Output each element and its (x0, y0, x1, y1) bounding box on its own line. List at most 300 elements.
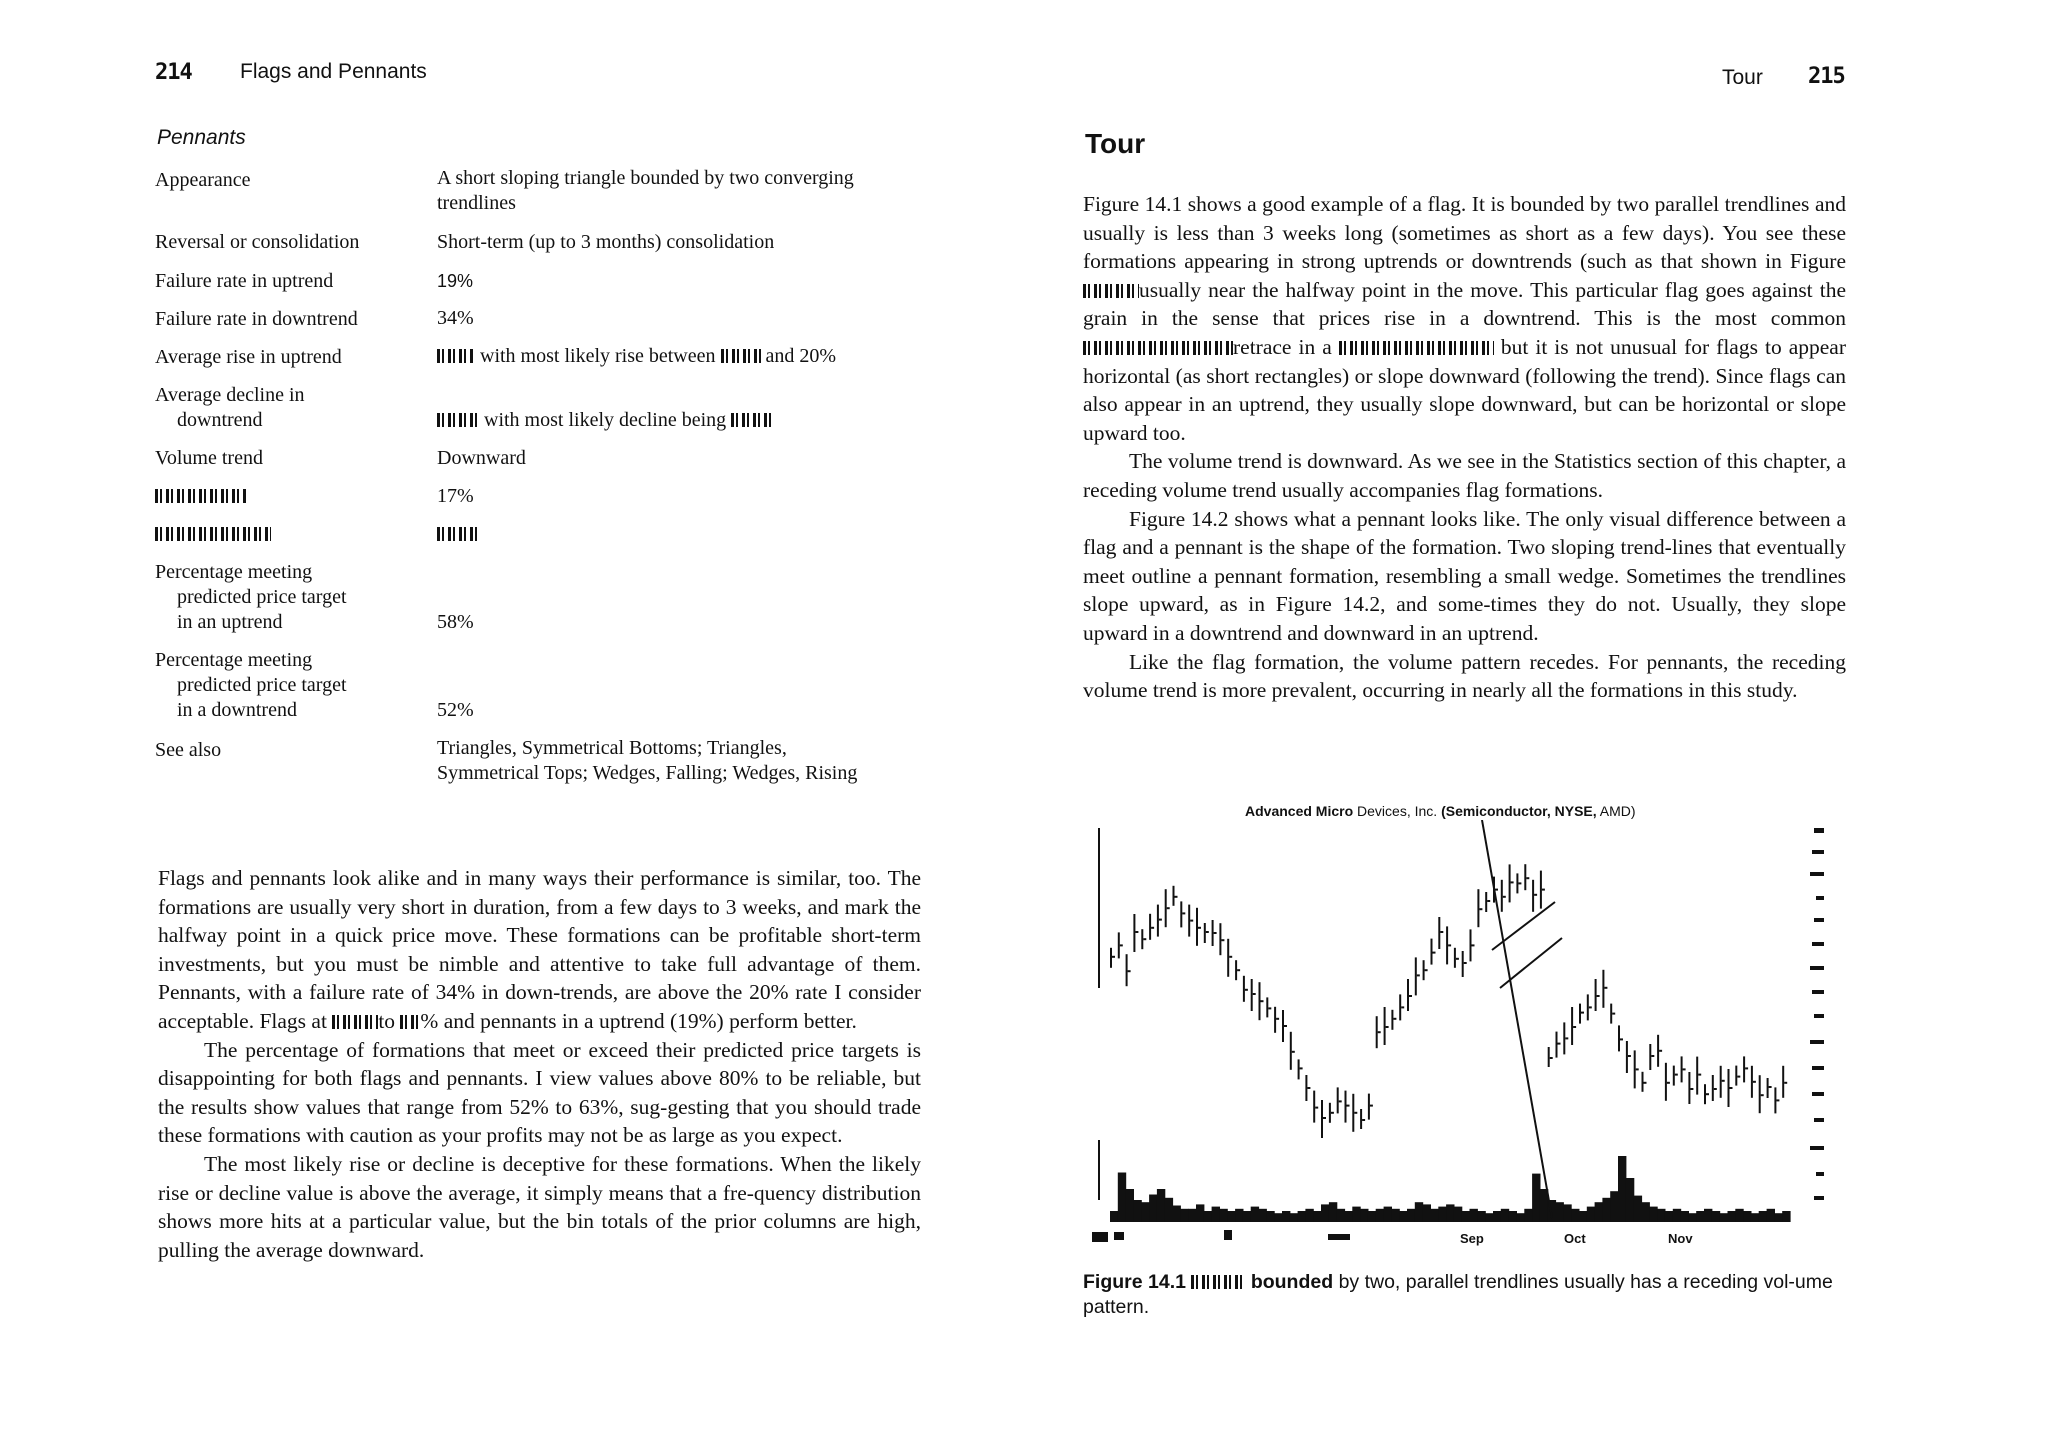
price-bar (1477, 889, 1479, 927)
price-close-tick (1237, 969, 1240, 971)
price-bar (1735, 1066, 1737, 1086)
volume-bar (1345, 1211, 1353, 1222)
price-close-tick (1745, 1067, 1748, 1069)
table-value: Triangles, Symmetrical Bottoms; Triangles, Symmetrical Tops; Wedges, Falling; Wedges, Rising (437, 737, 858, 784)
price-bar (1259, 982, 1261, 1020)
volume-bar (1391, 1209, 1399, 1222)
price-close-tick (1261, 1000, 1264, 1002)
volume-bar (1384, 1207, 1392, 1222)
table-label-cont: predicted price target (177, 674, 347, 696)
price-bar (1219, 923, 1221, 955)
price-close-tick (1573, 1026, 1576, 1028)
price-bar (1227, 939, 1229, 977)
table-label-multiline (155, 383, 425, 433)
table-label-illegible (155, 522, 425, 547)
illegible-glyph (155, 489, 247, 503)
price-bar (1313, 1091, 1315, 1123)
price-bar (1728, 1069, 1730, 1107)
volume-bar (1188, 1209, 1196, 1222)
volume-bar (1743, 1211, 1751, 1222)
price-bar (1524, 864, 1526, 890)
price-bar (1133, 914, 1135, 952)
price-bar (1501, 880, 1503, 912)
figure-title-part: AMD) (1599, 803, 1636, 819)
axis-tick-mark (1814, 1118, 1824, 1122)
volume-bar (1274, 1213, 1282, 1222)
table-value: Short-term (up to 3 months) consolidation (437, 231, 775, 253)
paragraph (1083, 190, 1846, 447)
price-close-tick (1167, 907, 1170, 909)
illegible-glyph (721, 349, 761, 363)
section-title-pennants: Pennants (157, 126, 246, 149)
volume-bar (1243, 1211, 1251, 1222)
volume-bar (1556, 1202, 1564, 1222)
price-close-tick (1456, 958, 1459, 960)
price-bar (1298, 1059, 1300, 1079)
volume-bar (1423, 1204, 1431, 1222)
volume-bar (1696, 1211, 1704, 1222)
right-page-number: 215 (1808, 64, 1845, 89)
caption-bold: bounded (1250, 1271, 1334, 1293)
volume-bar (1712, 1211, 1720, 1222)
price-bar (1352, 1094, 1354, 1132)
volume-bar (1399, 1211, 1407, 1222)
volume-bar (1665, 1211, 1673, 1222)
price-close-tick (1331, 1112, 1334, 1114)
paragraph: The most likely rise or decline is deceptive for these formations. When the likely rise or decline value is above the average, it simply means that a fre-quency distribution shows more hits at a particular value, but the bin totals of the prior columns are high, pulling the average downward. (158, 1151, 921, 1262)
volume-bar (1227, 1211, 1235, 1222)
price-close-tick (1175, 896, 1178, 898)
price-close-tick (1440, 931, 1443, 933)
volume-bar (1563, 1204, 1571, 1222)
price-bar (1556, 1032, 1558, 1058)
price-bar (1509, 864, 1511, 902)
price-close-tick (1659, 1050, 1662, 1052)
price-close-tick (1339, 1100, 1342, 1102)
price-bar (1720, 1066, 1722, 1098)
volume-bar (1462, 1211, 1470, 1222)
price-close-tick (1683, 1068, 1686, 1070)
price-bar (1399, 994, 1401, 1020)
volume-bar (1321, 1204, 1329, 1222)
volume-bar (1141, 1202, 1149, 1222)
price-close-tick (1417, 974, 1420, 976)
price-close-tick (1698, 1074, 1701, 1076)
price-close-tick (1315, 1107, 1318, 1109)
paragraph-text: retrace in a (1233, 334, 1332, 359)
volume-bar (1501, 1209, 1509, 1222)
table-label-cont: in an uptrend (177, 611, 283, 633)
axis-tick-mark (1810, 872, 1824, 876)
volume-series (1110, 1156, 1791, 1222)
illegible-glyph (437, 527, 477, 541)
price-close-tick (1425, 969, 1428, 971)
volume-bar (1337, 1209, 1345, 1222)
price-bar (1470, 929, 1472, 961)
illegible-glyph (155, 527, 271, 541)
volume-bar (1157, 1189, 1165, 1222)
price-bar (1618, 1025, 1620, 1051)
right-axis-labels (1810, 828, 1824, 1200)
table-value: 34% (437, 307, 474, 329)
volume-bar (1251, 1207, 1259, 1222)
table-value-row (437, 344, 917, 369)
volume-bar (1305, 1209, 1313, 1222)
price-bar (1712, 1075, 1714, 1101)
price-bar (1305, 1075, 1307, 1101)
price-close-tick (1667, 1082, 1670, 1084)
price-series (1110, 864, 1787, 1138)
volume-bar (1626, 1178, 1634, 1222)
illegible-glyph (1083, 341, 1233, 355)
price-close-tick (1120, 944, 1123, 946)
price-close-tick (1362, 1119, 1365, 1121)
figure-title-part: (Semiconductor, NYSE, (1441, 803, 1597, 819)
price-close-tick (1307, 1087, 1310, 1089)
volume-bar (1516, 1213, 1524, 1222)
caption-text: by two, parallel trendlines usually has a receding vol-ume pattern. (1083, 1271, 1833, 1318)
volume-bar (1657, 1209, 1665, 1222)
illegible-glyph (332, 1015, 378, 1029)
axis-tick-mark (1814, 918, 1824, 922)
price-close-tick (1433, 952, 1436, 954)
illegible-glyph (1083, 284, 1139, 298)
x-axis-glitch (1224, 1230, 1232, 1240)
price-bar (1516, 873, 1518, 893)
volume-bar (1235, 1209, 1243, 1222)
price-close-tick (1159, 919, 1162, 921)
volume-bar (1118, 1173, 1126, 1223)
price-close-tick (1448, 944, 1451, 946)
price-bar (1173, 886, 1175, 906)
volume-bar (1681, 1211, 1689, 1222)
illegible-glyph (437, 349, 475, 363)
paragraph-text: usually near the halfway point in the move. This particular flag goes against the grain in the sense that prices rise in a downtrend. This is the most common (1083, 277, 1846, 331)
axis-tick-mark (1812, 850, 1824, 854)
volume-bar (1376, 1209, 1384, 1222)
price-bar (1446, 926, 1448, 964)
price-close-tick (1206, 931, 1209, 933)
left-body-text (158, 864, 921, 1264)
volume-bar (1720, 1213, 1728, 1222)
volume-bar (1470, 1209, 1478, 1222)
price-close-tick (1378, 1031, 1381, 1033)
price-close-tick (1229, 956, 1232, 958)
table-value: 52% (437, 699, 474, 721)
price-close-tick (1706, 1093, 1709, 1095)
table-label: Percentage meeting (155, 561, 313, 583)
axis-tick-mark (1814, 1196, 1824, 1200)
price-bar (1704, 1084, 1706, 1104)
volume-bar (1415, 1202, 1423, 1222)
volume-bar (1431, 1209, 1439, 1222)
volume-bar (1642, 1202, 1650, 1222)
price-bar (1587, 994, 1589, 1020)
price-close-tick (1143, 938, 1146, 940)
price-bar (1681, 1056, 1683, 1082)
price-bar (1634, 1050, 1636, 1088)
price-close-tick (1581, 1012, 1584, 1014)
table-label: Percentage meeting (155, 649, 313, 671)
price-bar (1329, 1103, 1331, 1123)
x-tick-nov: Nov (1668, 1231, 1693, 1246)
volume-bar (1454, 1207, 1462, 1222)
price-bar (1188, 905, 1190, 937)
price-bar (1204, 923, 1206, 943)
paragraph-text: to (378, 1008, 396, 1033)
table-label: Appearance (155, 169, 251, 191)
price-bar (1212, 920, 1214, 946)
price-bar (1243, 976, 1245, 1002)
price-bar (1118, 932, 1120, 958)
table-label: Failure rate in downtrend (155, 308, 358, 330)
price-bar (1548, 1047, 1550, 1067)
volume-bar (1352, 1207, 1360, 1222)
price-close-tick (1370, 1105, 1373, 1107)
price-close-tick (1300, 1067, 1303, 1069)
price-bar (1610, 1004, 1612, 1024)
x-tick-oct: Oct (1564, 1231, 1586, 1246)
price-bar (1157, 905, 1159, 937)
volume-bar (1751, 1213, 1759, 1222)
price-bar (1376, 1016, 1378, 1048)
price-bar (1360, 1109, 1362, 1129)
x-axis (1092, 1230, 1693, 1246)
price-bar (1595, 979, 1597, 1011)
axis-tick-mark (1812, 990, 1824, 994)
price-close-tick (1620, 1038, 1623, 1040)
price-close-tick (1472, 944, 1475, 946)
volume-bar (1571, 1209, 1579, 1222)
table-label: Average rise in uptrend (155, 346, 342, 368)
axis-tick-mark (1816, 1172, 1824, 1176)
volume-bar (1313, 1211, 1321, 1222)
price-bar (1485, 892, 1487, 912)
volume-bar (1618, 1156, 1626, 1222)
illegible-glyph (400, 1015, 420, 1029)
price-close-tick (1112, 956, 1115, 958)
price-bar (1751, 1066, 1753, 1098)
axis-tick-mark (1810, 1146, 1824, 1150)
price-close-tick (1526, 877, 1529, 879)
table-value: Downward (437, 447, 526, 469)
price-bar (1540, 871, 1542, 909)
price-bar (1391, 1010, 1393, 1030)
x-axis-glitch (1328, 1234, 1350, 1240)
volume-bar (1196, 1204, 1204, 1222)
volume-bar (1204, 1211, 1212, 1222)
price-close-tick (1479, 908, 1482, 910)
right-body-text (1083, 190, 1846, 705)
volume-bar (1173, 1206, 1181, 1223)
volume-bar (1587, 1207, 1595, 1222)
price-bar (1368, 1094, 1370, 1120)
left-running-head: Flags and Pennants (240, 60, 427, 83)
figure-14-1-chart (1090, 820, 1840, 1250)
price-close-tick (1268, 1007, 1271, 1009)
price-close-tick (1589, 1006, 1592, 1008)
price-close-tick (1128, 970, 1131, 972)
price-bar (1149, 914, 1151, 940)
axis-tick-mark (1816, 896, 1824, 900)
price-close-tick (1221, 939, 1224, 941)
price-close-tick (1214, 932, 1217, 934)
volume-bar (1126, 1189, 1134, 1222)
volume-bar (1259, 1209, 1267, 1222)
table-label-illegible (155, 484, 425, 509)
price-bar (1282, 1010, 1284, 1042)
volume-bar (1735, 1209, 1743, 1222)
price-close-tick (1737, 1076, 1740, 1078)
price-bar (1649, 1044, 1651, 1070)
volume-bar (1595, 1202, 1603, 1222)
volume-bar (1110, 1211, 1118, 1222)
volume-bar (1368, 1211, 1376, 1222)
price-close-tick (1495, 889, 1498, 891)
price-bar (1141, 929, 1143, 949)
price-bar (1743, 1056, 1745, 1082)
price-close-tick (1714, 1088, 1717, 1090)
price-close-tick (1198, 927, 1201, 929)
price-bar (1180, 901, 1182, 927)
paragraph: Figure 14.2 shows what a pennant looks like. The only visual difference between a flag and a pennant is the shape of the formation. Two sloping trend-lines that eventually meet outline a pennant formation, resembling a small wedge. Sometimes the trendlines slope upward, as in Figure 14.2, and some-times they do not. Usually, they slope upward in a downtrend and downward in an uptrend. (1083, 506, 1846, 645)
volume-bar (1165, 1198, 1173, 1222)
table-label: Volume trend (155, 447, 263, 469)
volume-bar (1728, 1211, 1736, 1222)
axis-tick-mark (1812, 1066, 1824, 1070)
price-bar (1626, 1041, 1628, 1073)
axis-tick-mark (1812, 1092, 1824, 1096)
price-bar (1290, 1032, 1292, 1070)
table-value: 17% (437, 485, 474, 507)
price-close-tick (1690, 1088, 1693, 1090)
paragraph (158, 864, 921, 1036)
volume-bar (1212, 1207, 1220, 1222)
volume-bar (1290, 1213, 1298, 1222)
price-bar (1251, 979, 1253, 1011)
price-bar (1571, 1007, 1573, 1045)
volume-bar (1219, 1209, 1227, 1222)
price-close-tick (1558, 1043, 1561, 1045)
price-close-tick (1511, 881, 1514, 883)
price-close-tick (1245, 989, 1248, 991)
price-close-tick (1542, 889, 1545, 891)
price-close-tick (1636, 1068, 1639, 1070)
volume-bar (1180, 1209, 1188, 1222)
section-title-tour: Tour (1085, 128, 1146, 159)
volume-bar (1298, 1211, 1306, 1222)
table-label: Reversal or consolidation (155, 231, 360, 253)
price-close-tick (1534, 894, 1537, 896)
price-close-tick (1182, 912, 1185, 914)
price-close-tick (1464, 962, 1467, 964)
paragraph: Like the flag formation, the volume pattern recedes. For pennants, the receding volume trend is more prevalent, occurring in nearly all the formations in this study. (1083, 649, 1846, 703)
paragraph: The volume trend is downward. As we see in the Statistics section of this chapter, a receding volume trend usually accompanies flag formations. (1083, 449, 1846, 502)
volume-bar (1485, 1213, 1493, 1222)
volume-bar (1774, 1213, 1782, 1222)
axis-tick-mark (1810, 1040, 1824, 1044)
price-bar (1657, 1035, 1659, 1067)
table-label: Average decline in (155, 384, 305, 406)
price-bar (1196, 908, 1198, 946)
volume-bar (1133, 1200, 1141, 1222)
price-close-tick (1253, 993, 1256, 995)
price-bar (1642, 1072, 1644, 1092)
volume-bar (1634, 1196, 1642, 1222)
volume-bar (1767, 1209, 1775, 1222)
illegible-glyph (437, 413, 479, 427)
price-close-tick (1597, 995, 1600, 997)
price-bar (1688, 1072, 1690, 1104)
table-label-cont: downtrend (177, 409, 263, 431)
figure-title-part: Advanced Micro (1245, 803, 1354, 819)
figure-title-part: Devices, Inc. (1357, 803, 1438, 819)
table-label-cont: predicted price target (177, 586, 347, 608)
volume-bar (1329, 1202, 1337, 1222)
volume-bar (1649, 1207, 1657, 1222)
price-close-tick (1503, 896, 1506, 898)
volume-bar (1673, 1209, 1681, 1222)
table-value: with most likely rise between (480, 345, 716, 367)
axis-tick-mark (1812, 942, 1824, 946)
left-axis-marks (1098, 828, 1100, 1200)
price-close-tick (1518, 882, 1521, 884)
volume-bar (1407, 1209, 1415, 1222)
left-axis-line (1098, 828, 1100, 988)
paragraph: The percentage of formations that meet or exceed their predicted price targets is disappointing for both flags and pennants. I view values above 80% to be reliable, but the results show values that range from 52% to 63%, sug-gesting that you should trade these formations with caution as your profits may not be as large as you expect. (158, 1037, 921, 1148)
volume-bar (1579, 1211, 1587, 1222)
volume-bar (1446, 1204, 1454, 1222)
price-close-tick (1604, 987, 1607, 989)
price-bar (1407, 979, 1409, 1011)
price-bar (1759, 1075, 1761, 1113)
table-label-multiline (155, 560, 425, 635)
price-bar (1462, 951, 1464, 977)
price-close-tick (1761, 1094, 1764, 1096)
x-tick-sep: Sep (1460, 1231, 1484, 1246)
price-close-tick (1347, 1105, 1350, 1107)
illegible-glyph (1191, 1275, 1245, 1289)
price-close-tick (1386, 1026, 1389, 1028)
table-label: See also (155, 739, 222, 761)
price-bar (1235, 960, 1237, 980)
price-close-tick (1644, 1082, 1647, 1084)
price-close-tick (1135, 931, 1138, 933)
volume-bar (1782, 1211, 1790, 1222)
table-value: 19% (437, 271, 474, 291)
price-close-tick (1784, 1082, 1787, 1084)
paragraph-text: Figure 14.1 shows a good example of a flag. It is bounded by two parallel trendlines and usually is less than 3 weeks long (sometimes as short as a few days). You see these formations appearing in strong uptrends or downtrends (such as that shown in Figure (1083, 192, 1846, 274)
volume-bar (1438, 1207, 1446, 1222)
price-close-tick (1284, 1025, 1287, 1027)
price-close-tick (1651, 1055, 1654, 1057)
price-bar (1110, 948, 1112, 968)
price-bar (1665, 1063, 1667, 1101)
price-close-tick (1151, 927, 1154, 929)
paragraph-text: % and pennants in a uptrend (19%) perform better. (420, 1008, 857, 1033)
volume-bar (1602, 1198, 1610, 1222)
volume-bar (1688, 1213, 1696, 1222)
x-axis-glitch (1114, 1232, 1124, 1240)
price-close-tick (1628, 1055, 1631, 1057)
price-close-tick (1292, 1051, 1295, 1053)
price-bar (1126, 954, 1128, 986)
price-bar (1782, 1066, 1784, 1098)
price-close-tick (1769, 1086, 1772, 1088)
price-bar (1774, 1087, 1776, 1113)
price-bar (1266, 997, 1268, 1017)
price-close-tick (1776, 1099, 1779, 1101)
